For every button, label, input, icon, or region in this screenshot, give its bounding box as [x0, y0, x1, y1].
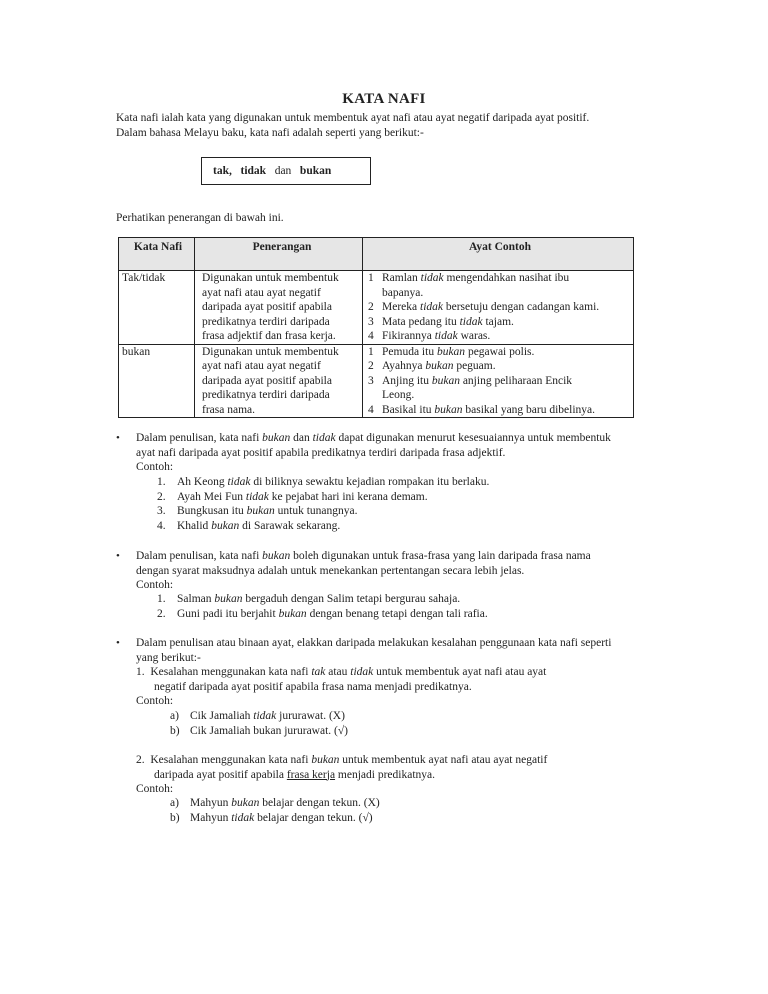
table-row	[119, 271, 634, 345]
word-dan: dan	[274, 165, 292, 177]
penerangan-line: ayat nafi atau ayat negatif	[202, 286, 321, 299]
example-item: 3 Mata pedang itu tidak tajam.	[368, 315, 514, 328]
bullet-line: Dalam penulisan, kata nafi bukan boleh digunakan untuk frasa-frasa yang lain daripada frasa nama	[136, 550, 591, 562]
penerangan-line: frasa nama.	[202, 403, 255, 416]
intro-paragraph	[116, 111, 656, 140]
header-ayat-contoh: Ayat Contoh	[363, 238, 634, 271]
cell-contoh	[363, 271, 634, 345]
penerangan-line: ayat nafi atau ayat negatif	[202, 360, 321, 372]
cell-contoh	[363, 344, 634, 418]
contoh-label: Contoh:	[136, 579, 174, 591]
penerangan-line: Digunakan untuk membentuk	[202, 272, 339, 284]
header-penerangan: Penerangan	[195, 238, 363, 271]
kata-nafi-box	[201, 157, 371, 185]
word-tidak: tidak	[240, 165, 267, 177]
example-item: 2 Mereka tidak bersetuju dengan cadangan kami.	[368, 301, 600, 313]
cell-penerangan	[195, 344, 363, 418]
cell-kata: bukan	[119, 344, 195, 418]
bullet-dot-icon: •	[116, 550, 120, 562]
intro-line-2: Dalam bahasa Melayu baku, kata nafi adalah seperti yang berikut:-	[116, 126, 424, 139]
penerangan-line: frasa adjektif dan frasa kerja.	[202, 330, 336, 342]
intro-line-1: Kata nafi ialah kata yang digunakan untuk membentuk ayat nafi atau ayat negatif daripada ayat positif.	[116, 112, 590, 124]
example-item: 2 Ayahnya bukan peguam.	[368, 360, 496, 372]
example-item: 4 Basikal itu bukan basikal yang baru dibelinya.	[368, 403, 596, 416]
bullet-dot-icon: •	[116, 432, 120, 444]
sub-point-1: 1. Kesalahan menggunakan kata nafi tak atau tidak untuk membentuk ayat nafi atau ayat negatif daripada ayat positif apabila frasa nama menjadi predikatnya. Contoh:	[136, 666, 547, 707]
table-header-row	[119, 238, 634, 271]
cell-kata: Tak/tidak	[119, 271, 195, 345]
example-item: 3 Anjing itu bukan anjing peliharaan Encik Leong.	[368, 374, 573, 401]
example-item: 1 Pemuda itu bukan pegawai polis.	[368, 345, 535, 358]
example-item: 4 Fikirannya tidak waras.	[368, 330, 491, 342]
penerangan-line: predikatnya terdiri daripada	[202, 315, 330, 328]
table-note: Perhatikan penerangan di bawah ini.	[116, 212, 284, 224]
penerangan-line: predikatnya terdiri daripada	[202, 389, 330, 401]
bullet-line: yang berikut:-	[136, 651, 201, 664]
kata-nafi-table	[118, 237, 634, 418]
page-title: KATA NAFI	[342, 91, 426, 107]
penerangan-line: daripada ayat positif apabila	[202, 374, 332, 387]
bullet-line: Dalam penulisan, kata nafi bukan dan tidak dapat digunakan menurut kesesuaiannya untuk membentuk	[136, 432, 611, 444]
word-tak: tak,	[213, 165, 232, 177]
bullet-dot-icon: •	[116, 637, 120, 649]
penerangan-line: daripada ayat positif apabila	[202, 301, 332, 313]
table-row	[119, 344, 634, 418]
penerangan-line: Digunakan untuk membentuk	[202, 345, 339, 358]
contoh-label: Contoh:	[136, 461, 174, 473]
header-kata-nafi: Kata Nafi	[119, 238, 195, 271]
example-item: 1 Ramlan tidak mengendahkan nasihat ibu bapanya.	[368, 272, 570, 299]
cell-penerangan	[195, 271, 363, 345]
bullet-line: Dalam penulisan atau binaan ayat, elakkan daripada melakukan kesalahan penggunaan kata nafi seperti	[136, 637, 612, 649]
word-bukan: bukan	[299, 165, 332, 177]
bullet-line: dengan syarat maksudnya adalah untuk menekankan pertentangan secara lebih jelas.	[136, 564, 525, 577]
sub-point-2: 2. Kesalahan menggunakan kata nafi bukan untuk membentuk ayat nafi atau ayat negatif daripada ayat positif apabila frasa kerja menjadi predikatnya. Contoh:	[136, 754, 548, 795]
bullet-line: ayat nafi daripada ayat positif apabila predikatnya terdiri daripada frasa adjektif.	[136, 446, 506, 459]
